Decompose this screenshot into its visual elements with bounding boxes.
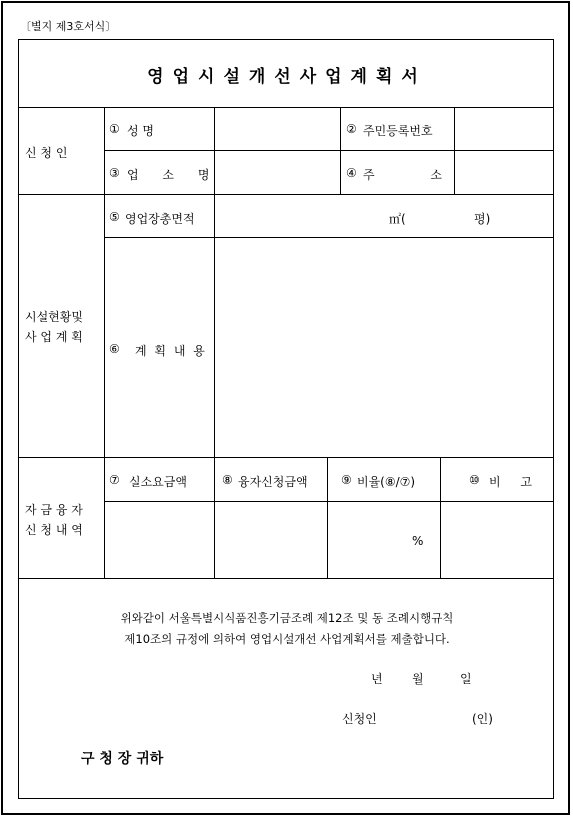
plan-label [135,342,207,359]
resident-number-label: 주민등록번호 [363,124,433,138]
address-number: ④ [346,166,357,180]
divider [19,194,554,195]
required-amount-field[interactable] [105,503,213,576]
area-unit: ㎡( [389,212,406,226]
percent-sign: % [412,534,424,548]
loan-amount-field[interactable] [215,503,326,576]
divider [340,107,341,194]
seal-mark: (인) [472,712,493,726]
divider [104,501,554,502]
business-name-label-text: 업 소 명 [127,168,210,182]
facility-section-label-line2: 사 업 계 획 [25,330,83,344]
loan-section-label-line1: 자 금 융 자 [25,503,83,517]
area-label: 영업장총면적 [125,212,195,226]
name-label [127,122,207,139]
form-number-label: 〔별지 제3호서식〕 [20,20,117,33]
divider [19,107,554,108]
name-number: ① [109,122,120,136]
name-label-text: 성 명 [127,124,154,138]
remark-label [489,473,532,490]
date-day-label: 일 [460,672,472,686]
ratio-number: ⑨ [341,473,352,487]
remark-number: ⑩ [469,473,480,487]
address-field[interactable] [455,152,553,192]
plan-label-text: 계 획 내 용 [135,344,207,358]
divider [19,578,554,579]
remark-field[interactable] [441,503,553,576]
area-field[interactable] [215,197,553,235]
applicant-section-label: 신 청 인 [25,146,68,160]
facility-section-label-line1: 시설현황및 [25,310,83,324]
divider [19,457,554,458]
loan-amount-number: ⑧ [222,473,233,487]
loan-amount-label: 융자신청금액 [238,475,308,489]
loan-section-label-line2: 신 청 내 역 [25,523,83,537]
application-form [18,39,554,799]
business-name-number: ③ [109,166,120,180]
resident-number-field[interactable] [455,110,553,148]
ratio-label: 비율(⑧/⑦) [357,475,416,489]
address-label [363,166,442,183]
name-field[interactable] [215,110,339,148]
divider [104,237,554,238]
area-number: ⑤ [109,210,120,224]
declaration-line2: 제10조의 규정에 의하여 영업시설개선 사업계획서를 제출합니다. [124,632,450,646]
remark-label-text: 비 고 [489,475,532,489]
divider [104,150,554,151]
recipient-label: 구 청 장 귀하 [81,751,164,767]
form-title: 영업시설개선사업계획서 [147,67,427,87]
required-amount-label: 실소요금액 [129,475,187,489]
area-pyeong-unit: 평) [474,212,491,226]
plan-number: ⑥ [109,342,120,356]
required-amount-number: ⑦ [109,473,120,487]
applicant-signature-label: 신청인 [342,712,377,726]
date-year-label: 년 [371,672,383,686]
declaration-line1: 위와같이 서울특별시식품진흥기금조례 제12조 및 동 조례시행규칙 [120,611,454,625]
business-name-label [127,166,209,183]
plan-content-field[interactable] [215,239,553,455]
date-month-label: 월 [412,672,424,686]
address-label-text: 주 소 [363,168,442,182]
business-name-field[interactable] [215,152,339,192]
resident-number-number: ② [346,122,357,136]
